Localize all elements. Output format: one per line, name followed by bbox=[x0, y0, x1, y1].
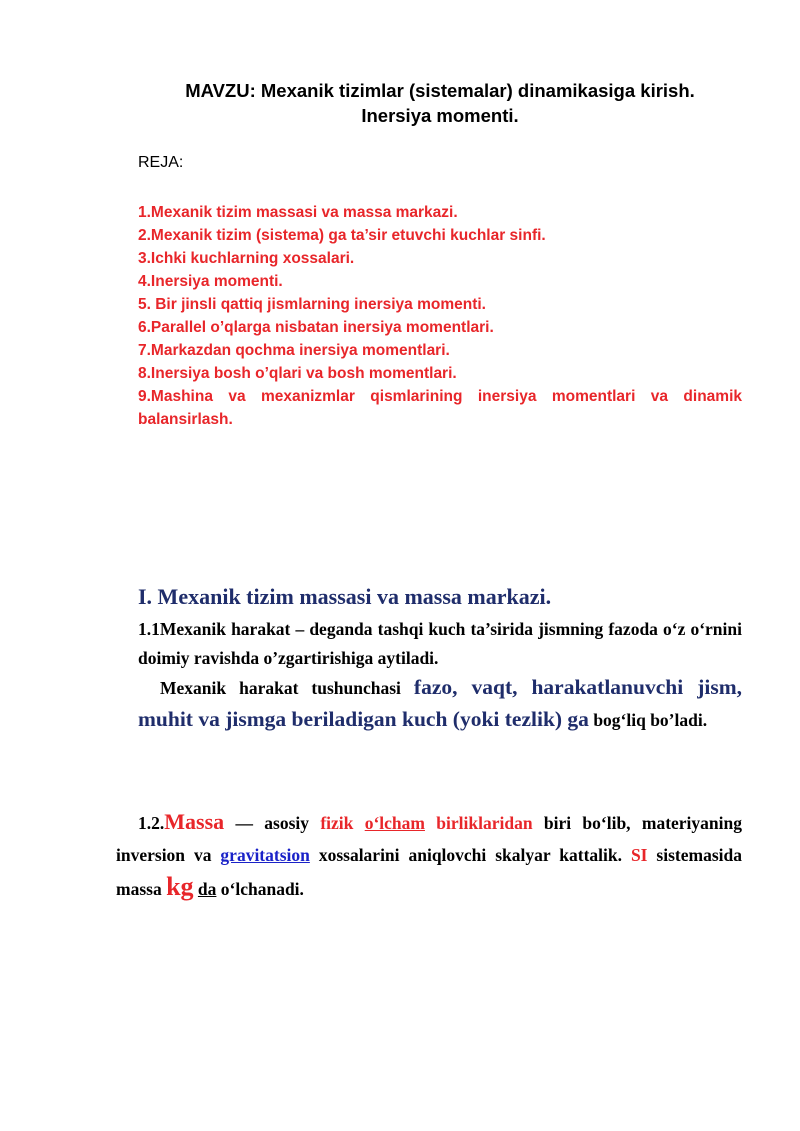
concept-text-end: bog‘liq bo’ladi. bbox=[588, 710, 708, 730]
plan-item: 6.Parallel o’qlarga nisbatan inersiya momentlari. bbox=[138, 319, 494, 336]
concept-text-start: Mexanik harakat tushunchasi bbox=[160, 678, 414, 698]
section-heading: I. Mexanik tizim massasi va massa markazi. bbox=[138, 584, 552, 609]
paragraph-definition: 1.1Mexanik harakat – deganda tashqi kuch ta’sirida jismning fazoda o‘z o‘rnini doimiy ravishda o’zgartirishiga aytiladi. bbox=[138, 619, 742, 668]
title-line-1: MAVZU: Mexanik tizimlar (sistemalar) dinamikasiga kirish. bbox=[185, 80, 695, 101]
plan-label: REJA: bbox=[138, 154, 184, 171]
term-birlik: birliklaridan bbox=[436, 813, 533, 833]
concept-highlight: fazo, vaqt, harakatlanuvchi jism, muhit va jismga beriladigan kuch (yoki tezlik) ga bbox=[138, 675, 742, 731]
plan-list bbox=[138, 201, 742, 431]
plan-item: 4.Inersiya momenti. bbox=[138, 273, 283, 290]
plan-item: 8.Inersiya bosh o’qlari va bosh momentlari. bbox=[138, 365, 457, 382]
link-olcham[interactable]: o‘lcham bbox=[364, 813, 425, 833]
mass-text: xossalarini aniqlovchi skalyar kattalik. bbox=[309, 845, 631, 865]
suffix-da: da bbox=[197, 879, 217, 899]
link-gravitatsion[interactable]: gravitatsion bbox=[220, 845, 310, 865]
plan-item: 5. Bir jinsli qattiq jismlarning inersiya momenti. bbox=[138, 296, 486, 313]
mass-number: 1.2. bbox=[138, 813, 165, 833]
mass-text: o‘lchanadi. bbox=[216, 879, 304, 899]
mass-term: Massa bbox=[164, 809, 225, 834]
term-si: SI bbox=[630, 845, 648, 865]
mass-text: biri bo‘lib, materiyaning inversion va bbox=[116, 813, 742, 865]
mass-text: — asosiy bbox=[224, 813, 321, 833]
plan-item: 2.Mexanik tizim (sistema) ga ta’sir etuvchi kuchlar sinfi. bbox=[138, 227, 546, 244]
paragraph-concept bbox=[138, 672, 742, 736]
page-title bbox=[120, 78, 760, 128]
plan-item: 3.Ichki kuchlarning xossalari. bbox=[138, 250, 355, 267]
plan-item: 7.Markazdan qochma inersiya momentlari. bbox=[138, 342, 450, 359]
title-line-2: Inersiya momenti. bbox=[361, 105, 519, 126]
mass-text: sistemasida massa bbox=[116, 845, 742, 899]
term-fizik: fizik bbox=[320, 813, 354, 833]
plan-item: 9.Mashina va mexanizmlar qismlarining inersiya momentlari va dinamik balansirlash. bbox=[138, 388, 742, 428]
plan-item: 1.Mexanik tizim massasi va massa markazi. bbox=[138, 204, 458, 221]
paragraph-mass bbox=[116, 806, 742, 905]
unit-kg: kg bbox=[166, 872, 194, 901]
